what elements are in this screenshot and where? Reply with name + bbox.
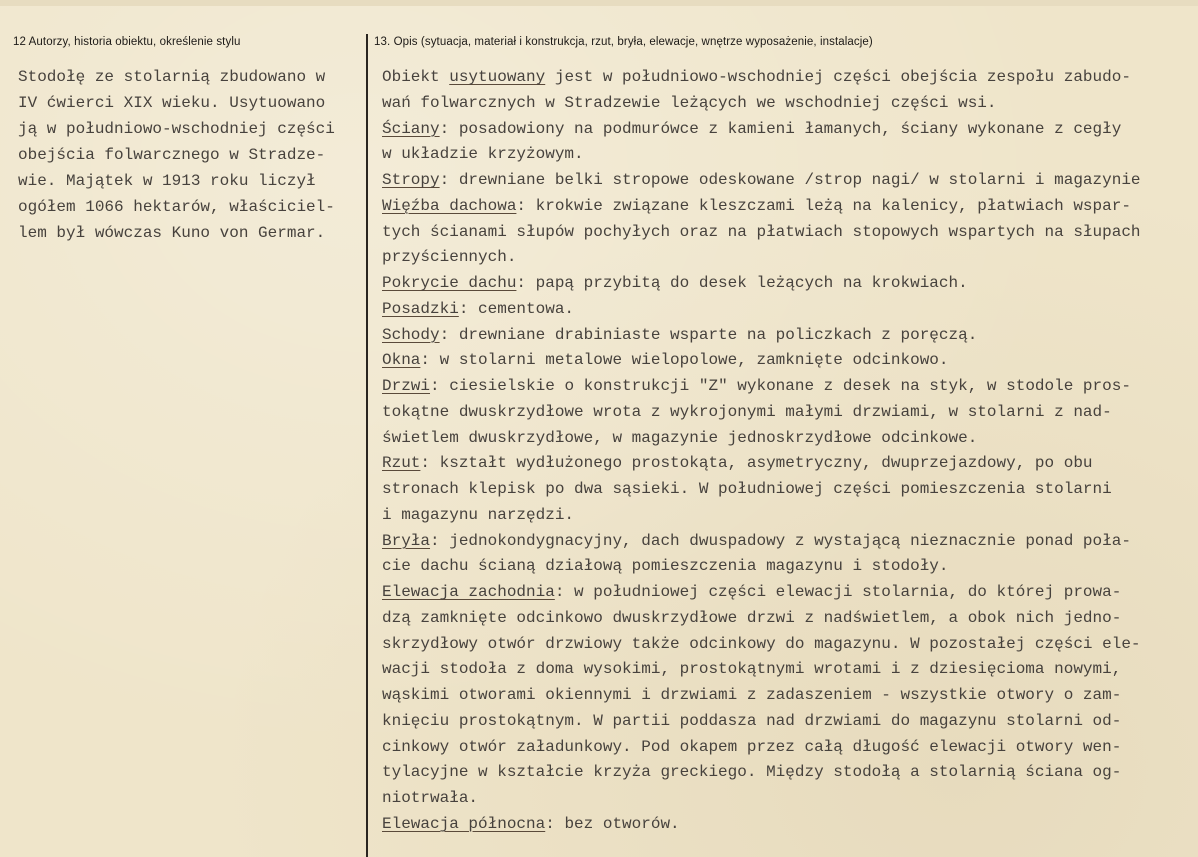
section-label: Bryła (382, 531, 431, 550)
line-text: : bez otworów. (545, 814, 680, 833)
section-label: Elewacja północna (382, 814, 546, 833)
section-label: Ściany (382, 119, 440, 138)
description-line (382, 789, 478, 807)
section-label: Stropy (382, 171, 440, 189)
line-text: tokątne dwuskrzydłowe wrota z wykrojonymi małymi drzwiami, w stolarni z nad- (382, 402, 1112, 421)
line-text: cinkowy otwór załadunkowy. Pod okapem przez całą długość elewacji otwory wen- (382, 737, 1122, 756)
description-line (382, 609, 1121, 627)
description-line (382, 120, 1121, 138)
underlined-term: usytuowany (449, 68, 546, 86)
line-text: świetlem dwuskrzydłowe, w magazynie jednoskrzydłowe odcinkowe. (382, 428, 978, 447)
line-text: : w południowej części elewacji stolarnia, do której prowa- (554, 583, 1122, 601)
description-line (382, 454, 1093, 472)
line-text: jest w południowo-wschodniej części obejścia zespołu zabudo- (545, 68, 1131, 86)
line-text: : cementowa. (458, 299, 575, 318)
section-label: Okna (382, 351, 421, 370)
history-line: IV ćwierci XIX wieku. Usytuowano (18, 94, 326, 112)
history-line: wie. Majątek w 1913 roku liczył (18, 172, 316, 190)
line-text: wąskimi otworami okiennymi i drzwiami z zadaszeniem - wszystkie otwory o zam- (382, 686, 1122, 704)
description-line (382, 377, 1131, 395)
description-line (382, 557, 949, 575)
description-line (382, 94, 997, 112)
description-line (382, 583, 1121, 601)
section-label: Drzwi (382, 377, 431, 395)
description-line (382, 223, 1141, 241)
line-text: : w stolarni metalowe wielopolowe, zamknięte odcinkowo. (420, 351, 949, 370)
description-line (382, 429, 977, 447)
description-line (382, 738, 1121, 756)
section-label: Elewacja zachodnia (382, 583, 555, 601)
description-line (382, 712, 1121, 730)
history-line: obejścia folwarcznego w Stradze- (18, 146, 326, 164)
line-text: : ciesielskie o konstrukcji "Z" wykonane z desek na styk, w stodole pros- (430, 377, 1131, 395)
line-text: : papą przybitą do desek leżących na krokwiach. (516, 274, 968, 292)
line-text: Obiekt (382, 68, 450, 86)
line-text: przyściennych. (382, 248, 517, 267)
description-line (382, 351, 949, 369)
line-text: dzą zamknięte odcinkowo dwuskrzydłowe drzwi z nadświetlem, a obok nich jedno- (382, 608, 1122, 627)
paper-edge (0, 0, 1198, 6)
line-text: tylacyjne w kształcie krzyża greckiego. Między stodołą a stolarnią ściana og- (382, 763, 1122, 782)
column-divider (366, 34, 368, 857)
description-line (382, 274, 968, 292)
description-line (382, 68, 1131, 86)
history-line: ją w południowo-wschodniej części (18, 120, 335, 138)
description-line (382, 248, 516, 266)
line-text: knięciu prostokątnym. W partii poddasza nad drzwiami do magazynu stolarni od- (382, 711, 1122, 730)
history-line: Stodołę ze stolarnią zbudowano w (18, 68, 326, 86)
description-line (382, 815, 680, 833)
description-line (382, 532, 1131, 550)
section-label: Pokrycie dachu (382, 274, 517, 292)
line-text: : drewniane drabiniaste wsparte na policzkach z poręczą. (439, 325, 978, 344)
description-line (382, 686, 1121, 704)
line-text: : drewniane belki stropowe odeskowane /strop nagi/ w stolarni i magazynie (439, 171, 1141, 189)
description-line (382, 403, 1112, 421)
section-12-header: 12 Autorzy, historia obiektu, określenie stylu (13, 36, 241, 48)
line-text: wacji stodoła z doma wysokimi, prostokątnymi wrotami i z dziesięcioma nowymi, (382, 660, 1122, 679)
line-text: skrzydłowy otwór drzwiowy także odcinkowy do magazynu. W pozostałej części ele- (382, 634, 1141, 653)
description-line (382, 326, 977, 344)
description-line (382, 660, 1121, 678)
section-label: Schody (382, 325, 440, 344)
description-line (382, 197, 1131, 215)
description-line (382, 300, 574, 318)
description-line (382, 635, 1141, 653)
description-line (382, 171, 1141, 189)
line-text: : jednokondygnacyjny, dach dwuspadowy z wystającą nieznacznie ponad poła- (430, 531, 1131, 550)
line-text: : krokwie związane kleszczami leżą na kalenicy, płatwiach wspar- (516, 196, 1131, 215)
line-text: tych ścianami słupów pochyłych oraz na płatwiach stopowych wspartych na słupach (382, 222, 1141, 241)
line-text: cie dachu ścianą działową pomieszczenia magazynu i stodoły. (382, 557, 949, 576)
line-text: : posadowiony na podmurówce z kamieni łamanych, ściany wykonane z cegły (439, 119, 1122, 138)
description-line (382, 506, 574, 524)
line-text: i magazynu narzędzi. (382, 505, 575, 524)
line-text: wań folwarcznych w Stradzewie leżących we wschodniej części wsi. (382, 93, 997, 112)
line-text: w układzie krzyżowym. (382, 145, 584, 164)
description-line (382, 480, 1112, 498)
section-label: Posadzki (382, 299, 459, 318)
line-text: stronach klepisk po dwa sąsieki. W południowej części pomieszczenia stolarni (382, 480, 1112, 498)
history-line: ogółem 1066 hektarów, właściciel- (18, 198, 335, 216)
description-line (382, 145, 584, 163)
line-text: niotrwała. (382, 789, 479, 807)
section-label: Rzut (382, 454, 421, 473)
description-line (382, 763, 1121, 781)
section-13-header: 13. Opis (sytuacja, materiał i konstrukcja, rzut, bryła, elewacje, wnętrze wyposażenie, instalacje) (374, 36, 873, 48)
line-text: : kształt wydłużonego prostokąta, asymetryczny, dwuprzejazdowy, po obu (420, 454, 1093, 473)
history-line: lem był wówczas Kuno von Germar. (18, 224, 326, 242)
section-label: Więźba dachowa (382, 196, 517, 215)
